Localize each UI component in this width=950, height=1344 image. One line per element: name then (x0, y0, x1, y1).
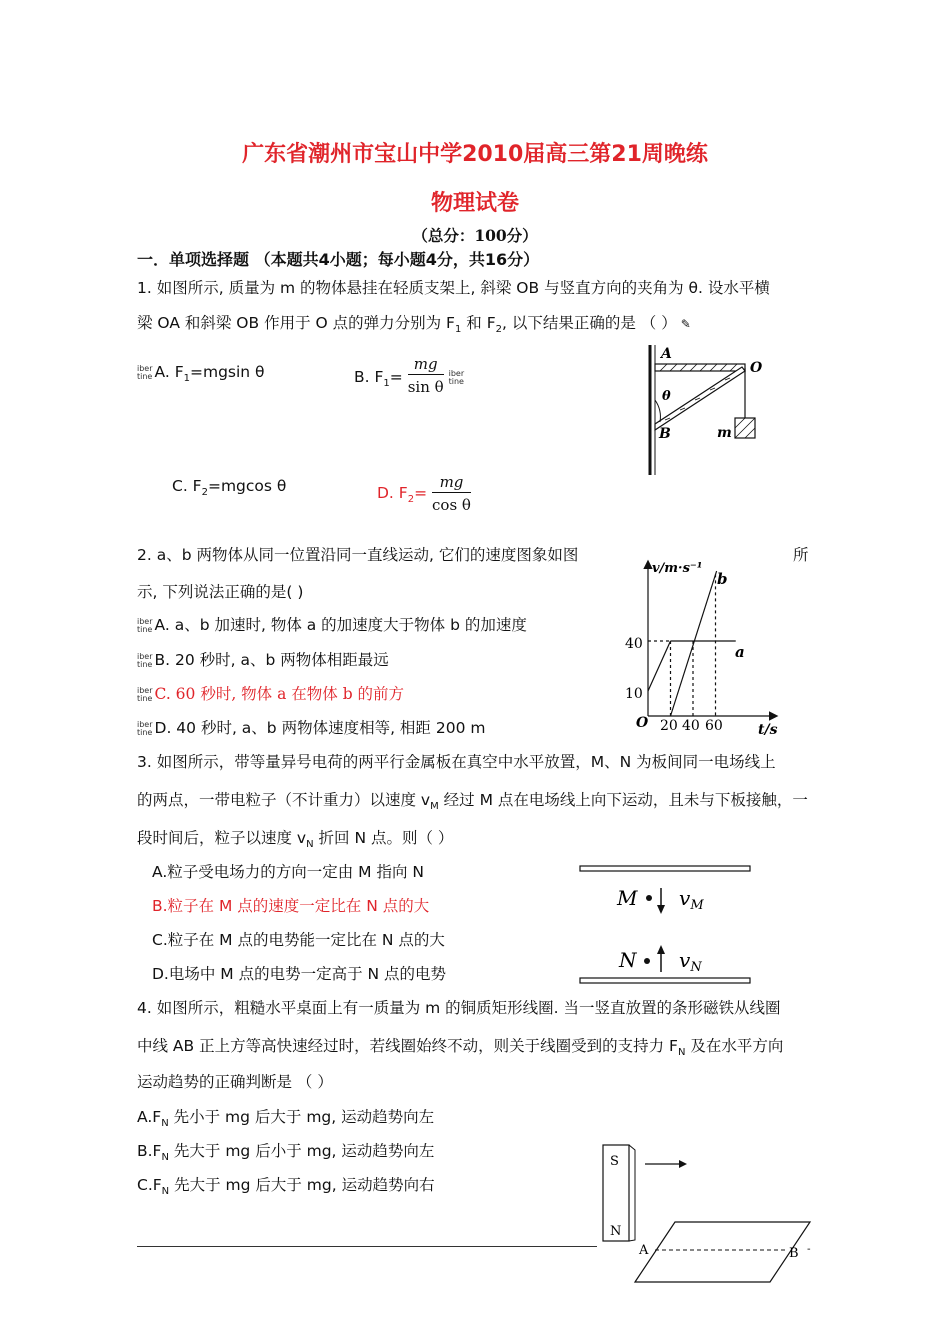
xtick-60: 60 (705, 718, 723, 734)
coil (635, 1222, 810, 1282)
label-m: m (717, 425, 732, 441)
page-subtitle: 物理试卷 (430, 191, 519, 216)
q4-line2: 中线 AB 正上方等高快速经过时，若线圈始终不动，则关于线圈受到的支持力 $F_N$ 及在水平方向 (137, 1037, 784, 1059)
coil-B-label: B (789, 1246, 799, 1261)
q3-option-b[interactable]: B.粒子在 M 点的速度一定比在 N 点的大 (152, 897, 430, 915)
q1-option-a[interactable]: iber tine A. $F_1=mgsin$ θ (137, 363, 265, 385)
q2-option-d[interactable]: iber tine D. 40 秒时, a、b 两物体速度相等, 相距 200 m (137, 719, 486, 737)
q2-option-a[interactable]: iber tine A. a、b 加速时, 物体 a 的加速度大于物体 b 的加速度 (137, 616, 527, 634)
q4-option-c[interactable]: $C.F_N$ 先大于 mg 后大于 mg, 运动趋势向右 (137, 1176, 435, 1198)
q4-option-b[interactable]: $B.F_N$ 先大于 mg 后小于 mg, 运动趋势向左 (137, 1142, 435, 1164)
q3-line2: 的两点，一带电粒子（不计重力）以速度 $v_M$ 经过 M 点在电场线上向下运动，且未与下板接触，一 (137, 791, 808, 813)
q4-magnet-coil-figure (595, 1140, 820, 1290)
label-theta: θ (662, 389, 671, 404)
q2-option-b[interactable]: iber tine B. 20 秒时, a、b 两物体相距最远 (137, 651, 389, 669)
section-heading: 一．单项选择题 （本题共4小题；每小题4分，共16分） (137, 250, 540, 269)
series-a-label: a (735, 643, 745, 661)
q1-option-c[interactable]: C. $F_2=mgcos$ θ (172, 477, 287, 499)
point-M-label: M (617, 886, 638, 910)
label-B: B (659, 426, 671, 442)
label-A: A (661, 346, 672, 362)
q2-line1: 2. a、b 两物体从同一位置沿同一直线运动, 它们的速度图象如图 (137, 546, 579, 564)
origin-label: O (636, 715, 649, 731)
q1-line1: 1. 如图所示, 质量为 m 的物体悬挂在轻质支架上, 斜梁 OB 与竖直方向的夹角为 θ. 设水平横 (137, 279, 770, 297)
q1-option-b[interactable]: B. $F_1=$ $\frac{mg}{\text{sin θ}}$ iber tine (354, 355, 465, 396)
q4-line3: 运动趋势的正确判断是 （ ） (137, 1073, 333, 1091)
q3-option-d[interactable]: D.电场中 M 点的电势一定高于 N 点的电势 (152, 965, 447, 983)
bottom-plate (580, 978, 750, 983)
magnet-N-label: N (610, 1224, 622, 1239)
q1-bracket-figure (640, 340, 780, 480)
q1-option-d[interactable]: D. $F_2=$ $\frac{mg}{\text{cos θ}}$ (377, 473, 471, 514)
q3-plates-figure (575, 860, 765, 995)
q3-option-a[interactable]: A.粒子受电场力的方向一定由 M 指向 N (152, 863, 425, 881)
q1-line2: 梁 OA 和斜梁 OB 作用于 O 点的弹力分别为 $F_1$ 和 $F_2$, 以下结果正确的是 （ ） ✎ (137, 314, 691, 336)
svg-text:-: - (807, 1244, 811, 1255)
velocity-vN-label: $v_N$ (679, 948, 702, 975)
label-O: O (750, 360, 763, 376)
q3-line3: 段时间后，粒子以速度 $v_N$ 折回 N 点。则（ ） (137, 829, 454, 851)
xtick-20: 20 (660, 718, 678, 734)
q3-line1: 3. 如图所示，带等量异号电荷的两平行金属板在真空中水平放置，M、N 为板间同一电场线上 (137, 753, 776, 771)
q3-option-c[interactable]: C.粒子在 M 点的电势能一定比在 N 点的大 (152, 931, 445, 949)
total-score: （总分：100分） (412, 226, 538, 245)
y-axis-label: v/m·s⁻¹ (652, 561, 703, 576)
q2-line2: 示, 下列说法正确的是( ) (137, 583, 304, 601)
velocity-vM-label: $v_M$ (679, 886, 704, 913)
ytick-10: 10 (625, 686, 643, 702)
page-title: 广东省潮州市宝山中学2010届高三第21周晚练 (242, 142, 708, 167)
top-plate (580, 866, 750, 871)
footer-rule (137, 1246, 597, 1247)
coil-A-label: A (639, 1243, 649, 1258)
q2-velocity-chart (618, 550, 788, 740)
series-b-label: b (717, 570, 728, 588)
magnet-S-label: S (610, 1154, 619, 1169)
point-N-label: N (619, 948, 637, 972)
q2-line1-end: 所 (793, 546, 809, 564)
xtick-40: 40 (682, 718, 700, 734)
q4-option-a[interactable]: $A.F_N$ 先小于 mg 后大于 mg, 运动趋势向左 (137, 1108, 435, 1130)
q4-line1: 4. 如图所示，粗糙水平桌面上有一质量为 m 的铜质矩形线圈. 当一竖直放置的条形磁铁从线圈 (137, 999, 781, 1017)
series-a-accel (648, 641, 671, 691)
x-axis-label: t/s (758, 722, 778, 738)
q2-option-c[interactable]: iber tine C. 60 秒时, 物体 a 在物体 b 的前方 (137, 685, 405, 703)
ytick-40: 40 (625, 636, 643, 652)
